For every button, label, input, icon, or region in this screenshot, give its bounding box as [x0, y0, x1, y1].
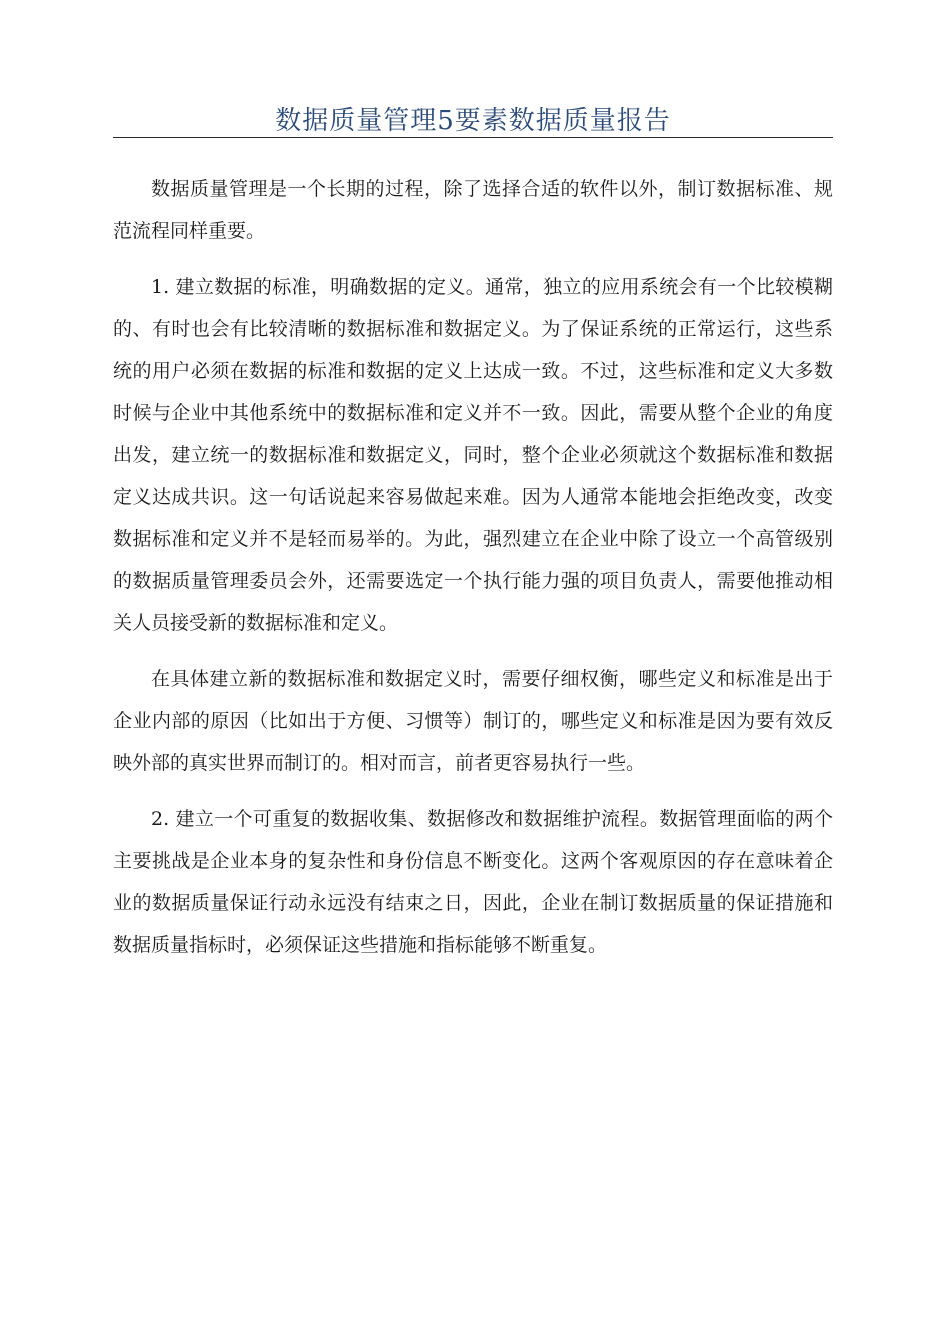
document-title: 数据质量管理5要素数据质量报告	[275, 106, 671, 136]
paragraph-standards: 1. 建立数据的标准，明确数据的定义。通常，独立的应用系统会有一个比较模糊的、有时也会有比较清晰的数据标准和数据定义。为了保证系统的正常运行，这些系统的用户必须在数据的标准和数据的定义上达成一致。不过，这些标准和定义大多数时候与企业中其他系统中的数据标准和定义并不一致。因此，需要从整个企业的角度出发，建立统一的数据标准和数据定义，同时，整个企业必须就这个数据标准和数据定义达成共识。这一句话说起来容易做起来难。因为人通常本能地会拒绝改变，改变数据标准和定义并不是轻而易举的。为此，强烈建立在企业中除了设立一个高管级别的数据质量管理委员会外，还需要选定一个执行能力强的项目负责人，需要他推动相关人员接受新的数据标准和定义。	[113, 276, 833, 634]
paragraph-definitions: 在具体建立新的数据标准和数据定义时，需要仔细权衡，哪些定义和标准是出于企业内部的原因（比如出于方便、习惯等）制订的，哪些定义和标准是因为要有效反映外部的真实世界而制订的。相对而言，前者更容易执行一些。	[113, 668, 833, 774]
document-body	[113, 168, 833, 980]
title-underline	[113, 137, 833, 138]
paragraph-process: 2. 建立一个可重复的数据收集、数据修改和数据维护流程。数据管理面临的两个主要挑战是企业本身的复杂性和身份信息不断变化。这两个客观原因的存在意味着企业的数据质量保证行动永远没有结束之日，因此，企业在制订数据质量的保证措施和数据质量指标时，必须保证这些措施和指标能够不断重复。	[113, 808, 833, 956]
paragraph-intro: 数据质量管理是一个长期的过程，除了选择合适的软件以外，制订数据标准、规范流程同样重要。	[113, 178, 833, 242]
